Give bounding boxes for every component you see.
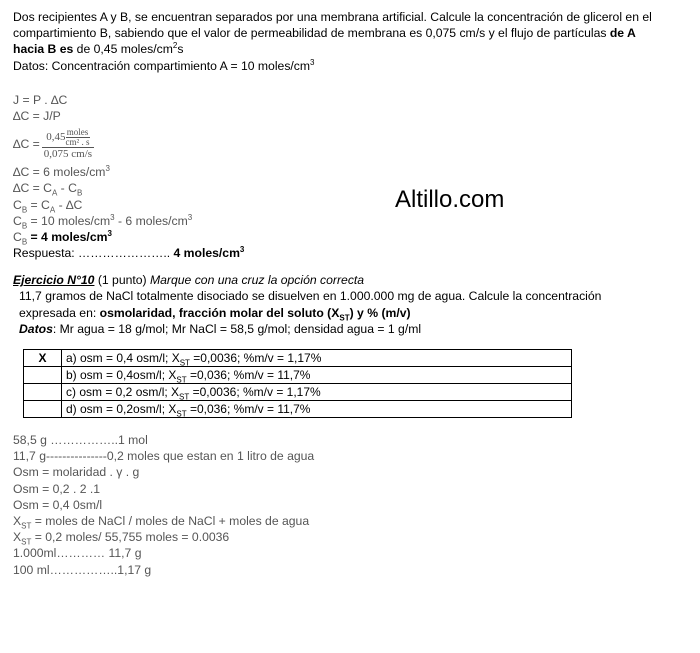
subscript: ST xyxy=(176,409,187,419)
equation: - C xyxy=(57,181,77,196)
exercise-datos xyxy=(13,321,693,337)
respuesta-line xyxy=(13,245,693,261)
equation: C xyxy=(13,197,22,212)
solution-fraction-line xyxy=(13,124,693,164)
solution-line-6 xyxy=(13,197,693,213)
fraction-numerator xyxy=(42,128,94,148)
watermark: Altillo.com xyxy=(395,186,505,213)
respuesta-value: 4 moles/cm xyxy=(173,246,240,261)
subscript: A xyxy=(49,204,56,214)
option-label: b) osm = 0,4osm/l; X xyxy=(66,368,177,382)
solution-line-4 xyxy=(13,164,693,180)
fraction-denominator: 0,075 cm/s xyxy=(43,147,93,160)
option-row[interactable] xyxy=(24,367,572,384)
solution-line-2 xyxy=(13,108,693,124)
subscript: ST xyxy=(339,313,350,323)
calc-line: Osm = 0,2 . 2 .1 xyxy=(13,481,101,496)
subscript: ST xyxy=(21,537,32,547)
calc-line xyxy=(13,513,693,529)
problem-intro-line-3 xyxy=(13,41,693,57)
option-label: =0,036; %m/v = 11,7% xyxy=(186,402,311,416)
subscript: ST xyxy=(179,392,190,402)
inner-numerator: moles xyxy=(66,126,89,137)
option-label: =0,036; %m/v = 11,7% xyxy=(186,368,311,382)
problem-intro-line-1 xyxy=(13,9,693,25)
problem-intro-bold: hacia B es xyxy=(13,42,74,57)
subscript: B xyxy=(21,204,28,214)
subscript: A xyxy=(51,188,58,198)
equation: C xyxy=(13,229,22,244)
respuesta-label: Respuesta: ………………….. xyxy=(13,246,174,261)
subscript: B xyxy=(21,221,28,231)
option-text xyxy=(62,367,572,384)
calc-text: X xyxy=(13,513,22,528)
exercise-points: (1 punto) xyxy=(94,273,150,288)
problem-intro-text: de 0,45 moles/cm xyxy=(73,42,173,57)
subscript: ST xyxy=(176,375,187,385)
solution-line-1 xyxy=(13,92,693,108)
superscript: 3 xyxy=(110,212,115,222)
datos-label: Datos xyxy=(19,321,53,336)
option-text xyxy=(62,401,572,418)
datos-text: Datos: Concentración compartimiento A = 10 moles/cm xyxy=(13,58,311,73)
equation: - 6 moles/cm xyxy=(114,213,188,228)
inner-fraction xyxy=(66,128,90,147)
problem-datos xyxy=(13,58,693,74)
option-row[interactable] xyxy=(24,350,572,367)
problem-intro-bold: de A xyxy=(609,26,636,41)
statement-bold: ) y % (m/v) xyxy=(349,305,411,320)
superscript: 3 xyxy=(239,245,245,254)
option-label: a) osm = 0,4 osm/l; X xyxy=(66,351,180,365)
option-label: =0,0036; %m/v = 1,17% xyxy=(189,385,321,399)
exercise-title: Ejercicio N°10 xyxy=(13,273,95,288)
fraction xyxy=(42,128,94,161)
solution-line-8 xyxy=(13,229,693,245)
superscript: 3 xyxy=(187,212,193,222)
datos-text: : Mr agua = 18 g/mol; Mr NaCl = 58,5 g/mol; densidad agua = 1 g/ml xyxy=(52,321,422,336)
option-label: =0,0036; %m/v = 1,17% xyxy=(189,351,322,365)
calc-line: 100 ml……………..1,17 g xyxy=(13,562,152,577)
equation: ∆C = C xyxy=(13,181,52,196)
option-mark-cell[interactable] xyxy=(24,401,62,418)
option-text xyxy=(62,350,572,367)
superscript: 3 xyxy=(310,57,315,67)
subscript: ST xyxy=(21,521,32,531)
option-mark-cell[interactable]: X xyxy=(24,350,62,367)
calc-line: 11,7 g---------------0,2 moles que estan en 1 litro de agua xyxy=(13,449,315,464)
equation-bold: = 4 moles/cm xyxy=(27,229,108,244)
statement-text: expresada en: xyxy=(19,305,100,320)
subscript: ST xyxy=(179,358,190,368)
calc-line: 1.000ml………… 11,7 g xyxy=(13,546,142,561)
superscript: 2 xyxy=(172,41,178,51)
calc-line: Osm = molaridad . γ . g xyxy=(13,465,140,480)
calc-line xyxy=(13,529,693,545)
equation: = C xyxy=(27,197,50,212)
solution-block xyxy=(13,92,693,245)
option-mark-cell[interactable] xyxy=(24,367,62,384)
subscript: B xyxy=(76,188,83,198)
equation: ∆C = xyxy=(13,137,40,152)
option-mark-cell[interactable] xyxy=(24,384,62,401)
calc-line: Osm = 0,4 0sm/l xyxy=(13,497,103,512)
superscript: 3 xyxy=(107,228,112,238)
statement-bold: osmolaridad, fracción molar del soluto (X xyxy=(99,305,340,320)
calc-text: X xyxy=(13,530,22,545)
calc-text: = 0,2 moles/ 55,755 moles = 0.0036 xyxy=(31,530,230,545)
equation: J = P . ∆C xyxy=(13,92,68,107)
calculation-block xyxy=(13,432,693,578)
exercise-statement-2 xyxy=(13,305,693,321)
calc-line: 58,5 g ……………..1 mol xyxy=(13,433,148,447)
options-table xyxy=(23,349,572,418)
option-text xyxy=(62,384,572,401)
exercise-statement-1 xyxy=(13,288,693,304)
option-label: d) osm = 0,2osm/l; X xyxy=(66,402,177,416)
option-row[interactable] xyxy=(24,384,572,401)
solution-line-7 xyxy=(13,213,693,229)
option-row[interactable] xyxy=(24,401,572,418)
exercise-instruction: Marque con una cruz la opción correcta xyxy=(150,273,365,288)
problem-intro-text: Dos recipientes A y B, se encuentran separados por una membrana artificial. Calcule la concentración de glicerol en el xyxy=(13,10,652,24)
equation: ∆C = 6 moles/cm xyxy=(13,165,106,180)
equation: C xyxy=(13,213,22,228)
superscript: 3 xyxy=(105,164,110,174)
equation: ∆C = J/P xyxy=(13,108,61,123)
coefficient: 0,45 xyxy=(46,130,66,143)
equation: - ∆C xyxy=(55,197,83,212)
exercise-header xyxy=(13,272,693,288)
equation: = 10 moles/cm xyxy=(27,213,111,228)
problem-intro-line-2 xyxy=(13,25,693,41)
solution-line-5 xyxy=(13,180,693,196)
calc-text: = moles de NaCl / moles de NaCl + moles de agua xyxy=(31,513,310,528)
subscript: B xyxy=(21,237,28,247)
option-label: c) osm = 0,2 osm/l; X xyxy=(66,385,180,399)
problem-intro-text: s xyxy=(177,42,184,57)
problem-intro-text: compartimiento B, sabiendo que el valor de permeabilidad de membrana es 0,075 cm/s y el flujo de partículas xyxy=(13,26,610,41)
inner-denominator: cm² . s xyxy=(65,136,90,147)
statement-text: 11,7 gramos de NaCl totalmente disociado se disuelven en 1.000.000 mg de agua. Calcule la concentración xyxy=(19,289,602,304)
document-body xyxy=(13,9,693,578)
